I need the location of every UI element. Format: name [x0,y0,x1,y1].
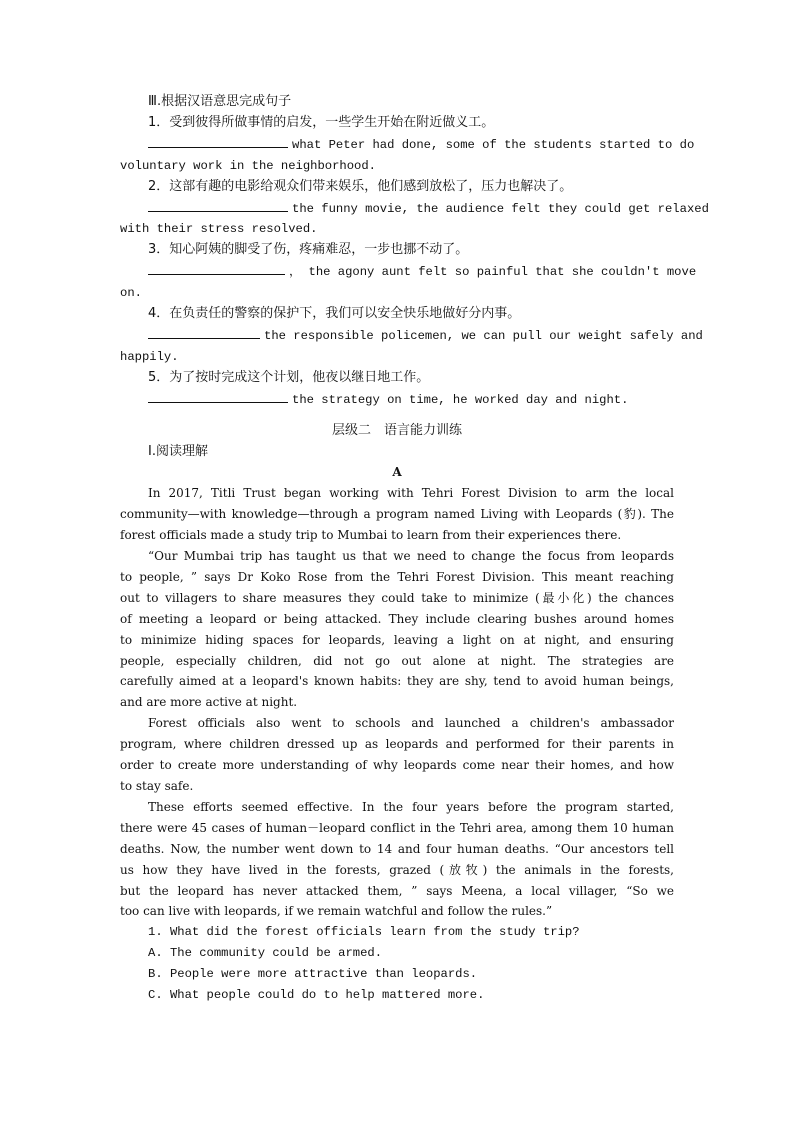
passage-line: of meeting a leopard or being attacked. They include clearing bushes around homes [120,611,674,626]
sentence-en-line: on. [120,286,142,301]
passage-line: and are more active at night. [120,695,298,710]
level-title: 层级二 语言能力训练 [331,422,462,438]
passage-line: out to villagers to share measures they could take to minimize (最小化) the chances [120,590,674,605]
passage-paragraph-1 [120,483,674,546]
sentence-en-line [120,198,709,220]
answer-blank[interactable] [148,389,288,403]
sentence-en-text: ， the agony aunt felt so painful that she couldn't move [289,265,697,280]
sentence-cn: 4．在负责任的警察的保护下，我们可以安全快乐地做好分内事。 [148,306,521,322]
sentence-en-line: happily. [120,349,179,364]
passage-line: to stay safe. [120,779,194,793]
sentence-cn: 3．知心阿姨的脚受了伤，疼痛难忍，一步也挪不动了。 [148,242,469,258]
passage-line: to minimize hiding spaces for leopards, leaving a light on at night, and ensuring [120,632,674,647]
question-1 [120,922,674,1006]
sentence-item-1 [120,113,695,177]
answer-blank[interactable] [148,325,260,339]
passage-paragraph-4 [120,797,674,922]
option-a[interactable]: A. The community could be armed. [148,946,383,961]
sentence-item-5 [120,368,674,411]
worksheet-page [120,92,709,1006]
sentence-en-line [120,325,703,347]
passage-label: A [392,465,402,480]
passage-line: program, where children dressed up as leopards and performed for their parents in [120,737,674,752]
answer-blank[interactable] [148,261,285,275]
sentence-en-line [120,134,695,156]
sentence-en-line [120,261,697,283]
passage-line: there were 45 cases of human－leopard conflict in the Tehri area, among them 10 human [120,820,674,835]
section-heading: Ⅰ.阅读理解 [148,443,208,459]
answer-blank[interactable] [148,198,288,212]
passage-line: Forest officials also went to schools and launched a children's ambassador [148,716,674,731]
sentence-item-2 [120,177,709,241]
passage-paragraph-3 [120,713,674,797]
option-b[interactable]: B. People were more attractive than leopards. [148,967,478,982]
sentence-item-3 [120,240,697,304]
sentence-en-line: voluntary work in the neighborhood. [120,158,376,173]
sentence-en-text: the strategy on time, he worked day and night. [292,392,629,407]
passage-line: forest officials made a study trip to Mumbai to learn from their experiences there. [120,528,622,543]
passage-line: people, especially children, did not go out alone at night. The strategies are [120,653,674,668]
passage-line: community—with knowledge—through a program named Living with Leopards (豹). The [120,507,674,522]
sentence-en-text: what Peter had done, some of the students started to do [292,137,695,152]
sentence-item-4 [120,304,703,368]
passage-line: order to create more understanding of why leopards come near their homes, and how [120,758,674,773]
passage-line: carefully aimed at a leopard's known habits: they are shy, tend to avoid human beings, [120,674,674,689]
passage-line: deaths. Now, the number went down to 14 and four human deaths. “Our ancestors tell [120,841,674,856]
passage-line: us how they have lived in the forests, grazed (放牧) the animals in the forests, [120,862,674,877]
answer-blank[interactable] [148,134,288,148]
question-stem: 1. What did the forest officials learn from the study trip? [148,925,580,940]
sentence-cn: 5．为了按时完成这个计划，他夜以继日地工作。 [148,369,430,385]
sentence-en-text: the funny movie, the audience felt they could get relaxed [292,201,709,216]
option-c[interactable]: C. What people could do to help mattered more. [148,988,485,1003]
passage-line: “Our Mumbai trip has taught us that we need to change the focus from leopards [148,549,674,564]
passage-line: These efforts seemed effective. In the four years before the program started, [148,799,674,814]
passage-line: In 2017, Titli Trust began working with Tehri Forest Division to arm the local [148,486,674,501]
sentence-en-line: with their stress resolved. [120,222,318,237]
sentence-en-text: the responsible policemen, we can pull our weight safely and [264,328,703,343]
sentence-cn: 2．这部有趣的电影给观众们带来娱乐，他们感到放松了，压力也解决了。 [148,178,573,194]
passage-paragraph-2 [120,546,674,713]
passage-line: too can live with leopards, if we remain watchful and follow the rules.” [120,904,553,919]
sentence-cn: 1．受到彼得所做事情的启发，一些学生开始在附近做义工。 [148,114,495,130]
sentence-en-line [120,389,674,411]
passage-line: but the leopard has never attacked them, ” says Meena, a local villager, “So we [120,883,674,898]
part3-heading: Ⅲ.根据汉语意思完成句子 [148,94,292,109]
passage-line: to people, ” says Dr Koko Rose from the Tehri Forest Division. This meant reaching [120,569,674,584]
